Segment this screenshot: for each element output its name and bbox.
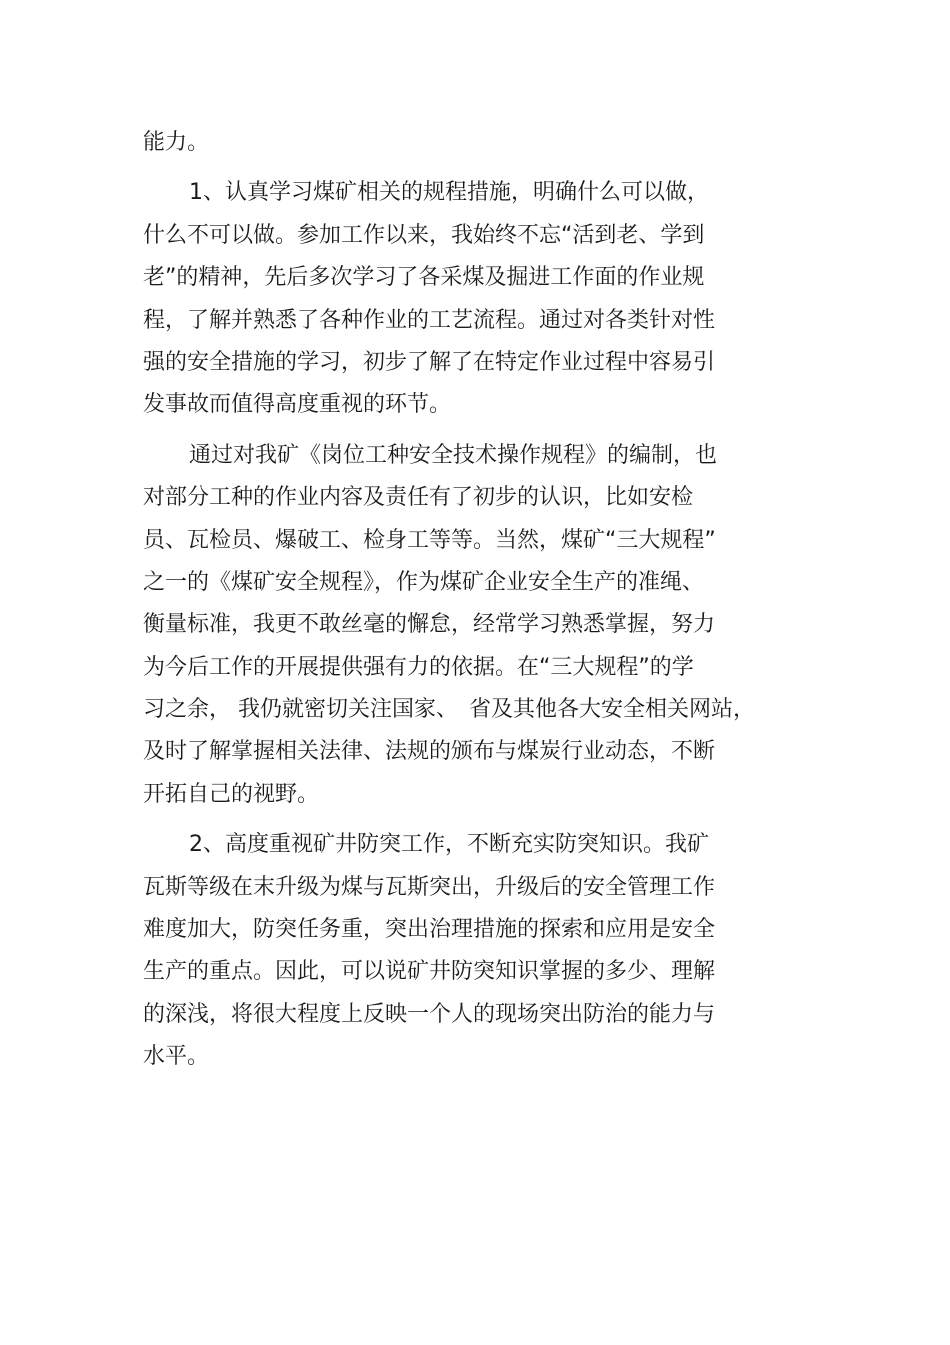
paragraph-4 (143, 824, 783, 1078)
text-line: 什么不可以做。参加工作以来，我始终不忘“活到老、学到 (143, 222, 705, 248)
text-line: 瓦斯等级在末升级为煤与瓦斯突出，升级后的安全管理工作 (143, 874, 716, 900)
text-line: 员、瓦检员、爆破工、检身工等等。当然，煤矿“三大规程” (143, 527, 716, 553)
paragraph-1 (143, 122, 783, 164)
text-line: 2、高度重视矿井防突工作，不断充实防突知识。我矿 (189, 832, 709, 858)
text-line: 对部分工种的作业内容及责任有了初步的认识，比如安检 (143, 485, 694, 511)
text-line: 之一的《煤矿安全规程》，作为煤矿企业安全生产的准绳、 (143, 569, 705, 595)
text-line: 的深浅，将很大程度上反映一个人的现场突出防治的能力与 (143, 1001, 716, 1027)
text-line: 难度加大，防突任务重，突出治理措施的探索和应用是安全 (143, 917, 716, 943)
text-line: 发事故而值得高度重视的环节。 (143, 392, 452, 418)
text-line: 程，了解并熟悉了各种作业的工艺流程。通过对各类针对性 (143, 307, 716, 333)
text-line: 为今后工作的开展提供强有力的依据。在“三大规程”的学 (143, 654, 694, 680)
text-line: 能力。 (143, 130, 210, 155)
paragraph-3 (143, 435, 783, 817)
text-line: 及时了解掌握相关法律、法规的颁布与煤炭行业动态，不断 (143, 739, 716, 765)
text-line: 强的安全措施的学习，初步了解了在特定作业过程中容易引 (143, 349, 716, 375)
text-line: 生产的重点。因此，可以说矿井防突知识掌握的多少、理解 (143, 959, 716, 985)
text-line: 习之余， 我仍就密切关注国家、 省及其他各大安全相关网站， (143, 697, 755, 723)
text-line: 衡量标准，我更不敢丝毫的懈怠，经常学习熟悉掌握，努力 (143, 612, 716, 638)
text-line: 开拓自己的视野。 (143, 781, 320, 807)
text-line: 老”的精神，先后多次学习了各采煤及掘进工作面的作业规 (143, 265, 705, 291)
paragraph-2 (143, 172, 783, 426)
text-line: 通过对我矿《岗位工种安全技术操作规程》的编制，也 (189, 442, 718, 468)
document-body (143, 122, 783, 1087)
text-line: 1、认真学习煤矿相关的规程措施，明确什么可以做， (189, 180, 709, 206)
text-line: 水平。 (143, 1044, 210, 1070)
